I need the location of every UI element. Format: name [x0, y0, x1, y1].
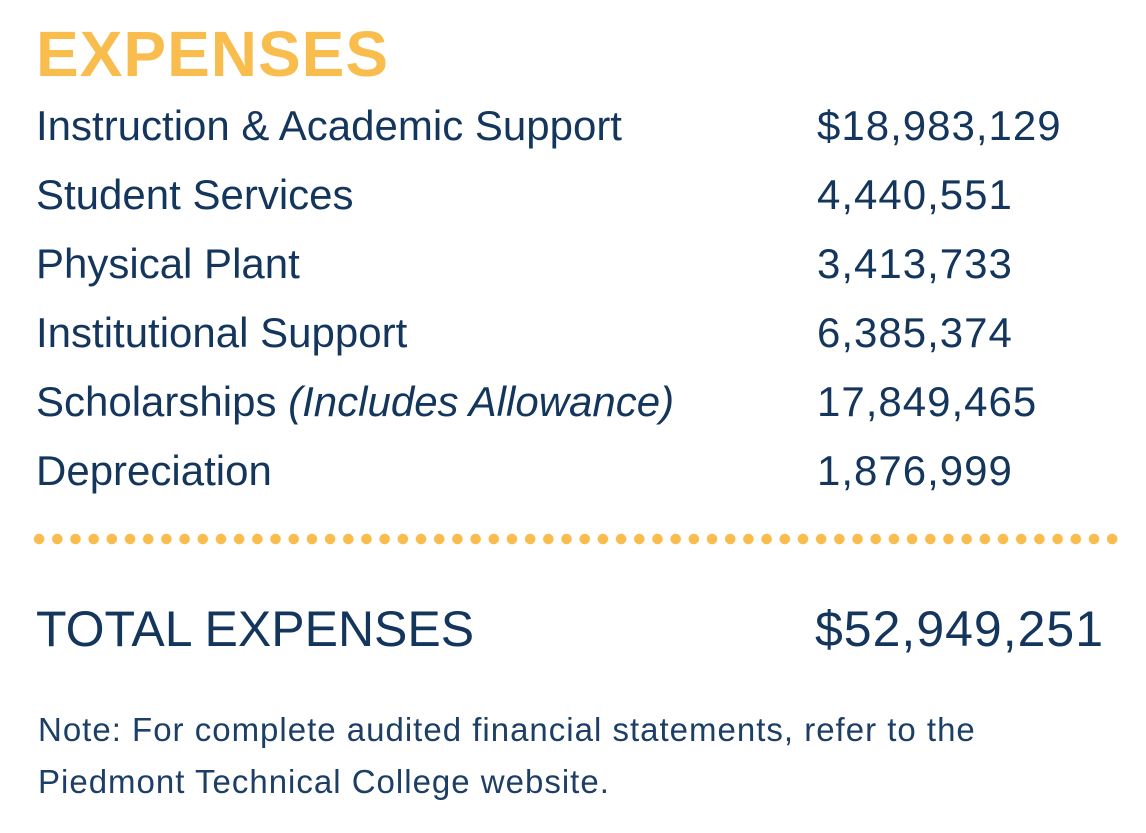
expense-amount: 4,440,551 [817, 171, 1013, 218]
dotted-divider [30, 532, 1122, 546]
expense-amount: 1,876,999 [817, 447, 1013, 494]
expense-row-physical-plant [36, 229, 1116, 298]
expense-row-scholarships [36, 367, 1116, 436]
expense-amount: $18,983,129 [817, 102, 1062, 149]
expenses-list [36, 91, 1116, 505]
expense-label: Depreciation [36, 447, 272, 494]
expense-amount: 3,413,733 [817, 240, 1013, 287]
expenses-heading: EXPENSES [36, 18, 390, 90]
expense-label: Instruction & Academic Support [36, 102, 622, 149]
expense-row-instruction [36, 91, 1116, 160]
expense-label: Student Services [36, 171, 354, 218]
expense-amount: 6,385,374 [817, 309, 1013, 356]
total-expenses-amount: $52,949,251 [815, 601, 1105, 657]
expense-row-student-services [36, 160, 1116, 229]
expense-label: Physical Plant [36, 240, 300, 287]
footnote: Note: For complete audited financial statements, refer to the Piedmont Technical College website. [38, 711, 976, 800]
expense-qualifier: (Includes Allowance) [288, 378, 675, 425]
expense-label: Institutional Support [36, 309, 408, 356]
expense-row-institutional-support [36, 298, 1116, 367]
total-expenses-label: TOTAL EXPENSES [36, 601, 475, 657]
expense-row-depreciation [36, 436, 1116, 505]
expense-label: Scholarships (Includes Allowance) [36, 378, 675, 425]
expense-amount: 17,849,465 [817, 378, 1038, 425]
